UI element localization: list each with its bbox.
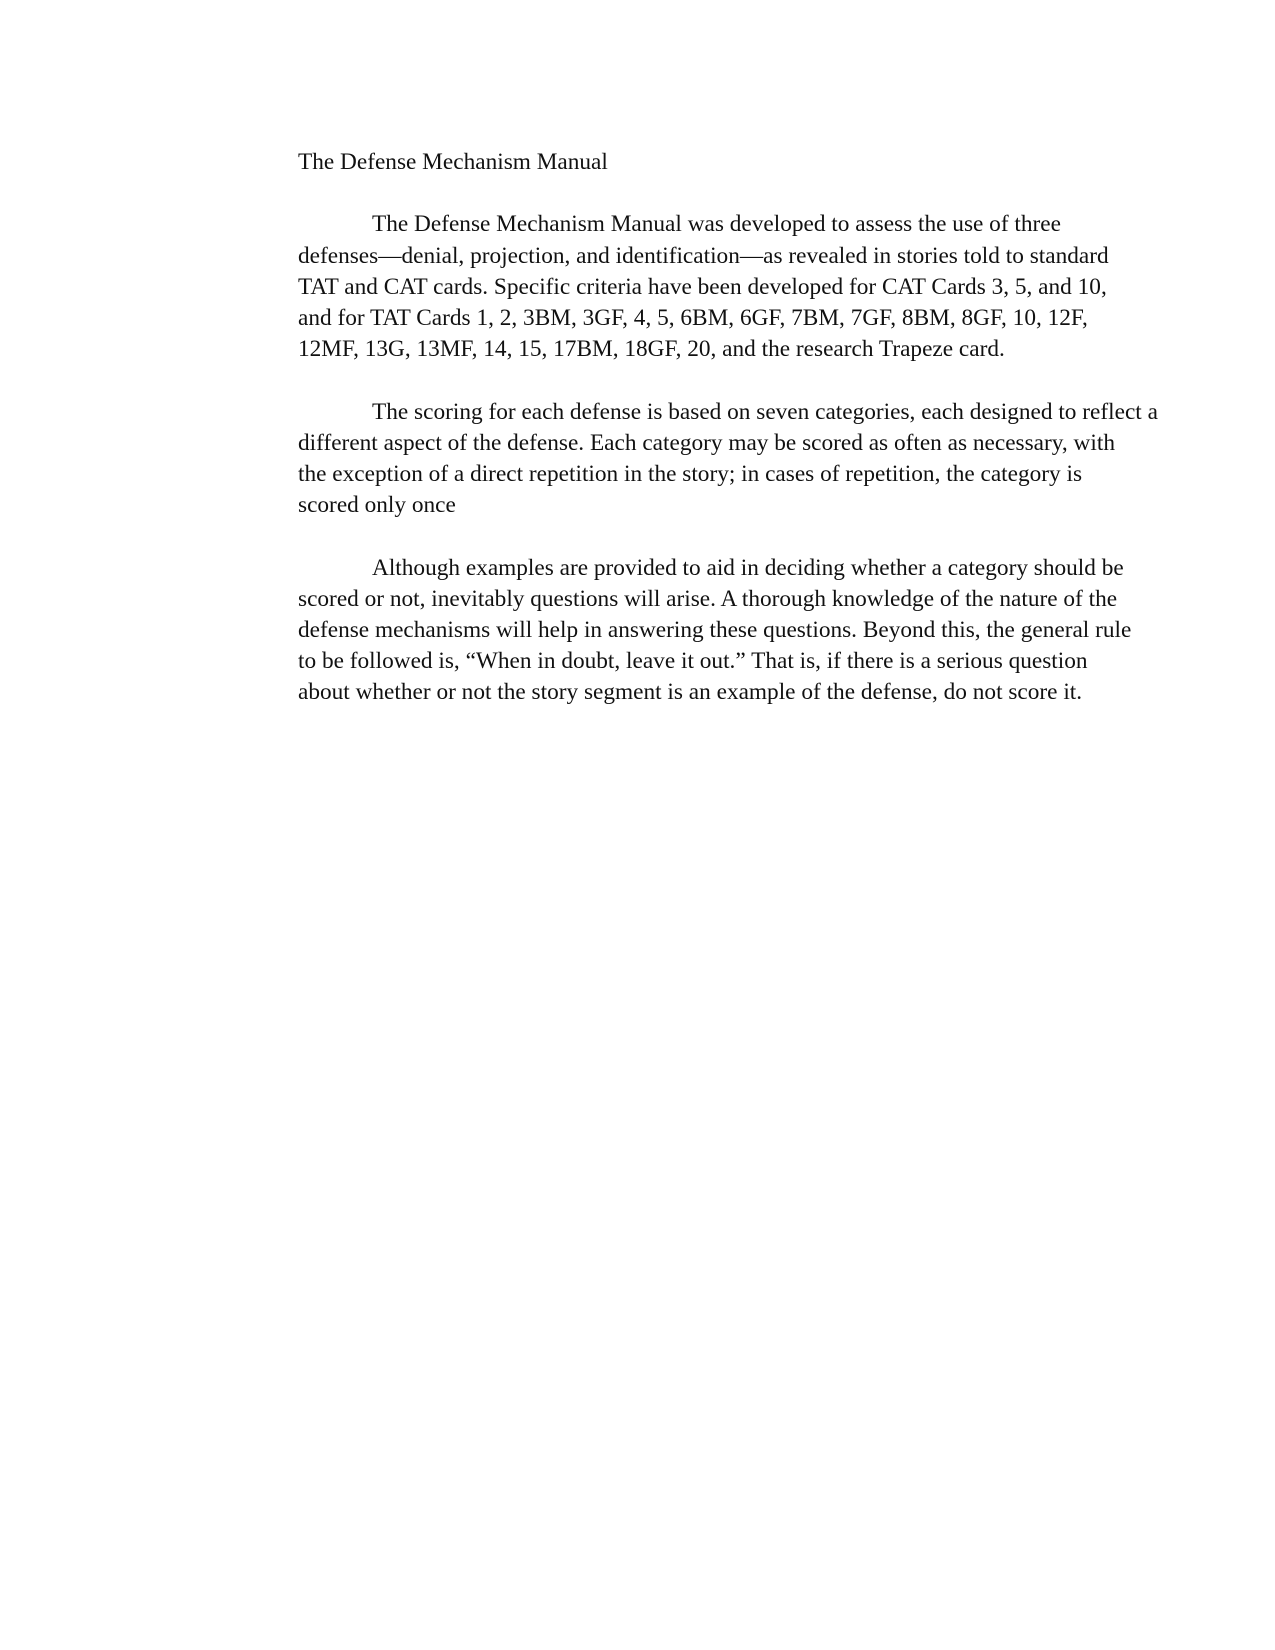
document-title: The Defense Mechanism Manual [298,149,608,175]
paragraph-scoring: The scoring for each defense is based on seven categories, each designed to reflect a different aspect of the defense. Each category may be scored as often as necessary, with the exception of a direct repetition in the story; in cases of repetition, the category is scored only once [298,398,1158,519]
paragraph-overview: The Defense Mechanism Manual was developed to assess the use of three defenses—denial, projection, and identification—as revealed in stories told to standard TAT and CAT cards. Specific criteria have been developed for CAT Cards 3, 5, and 10, and for TAT Cards 1, 2, 3BM, 3GF, 4, 5, 6BM, 6GF, 7BM, 7GF, 8BM, 8GF, 10, 12F, 12MF, 13G, 13MF, 14, 15, 17BM, 18GF, 20, and the research Trapeze card. [298,211,1109,363]
paragraph-guidance: Although examples are provided to aid in deciding whether a category should be scored or not, inevitably questions will arise. A thorough knowledge of the nature of the defense mechanisms will help in answering these questions. Beyond this, the general rule to be followed is, “When in doubt, leave it out.” That is, if there is a serious question about whether or not the story segment is an example of the defense, do not score it. [298,554,1132,706]
document-body [298,147,1208,709]
